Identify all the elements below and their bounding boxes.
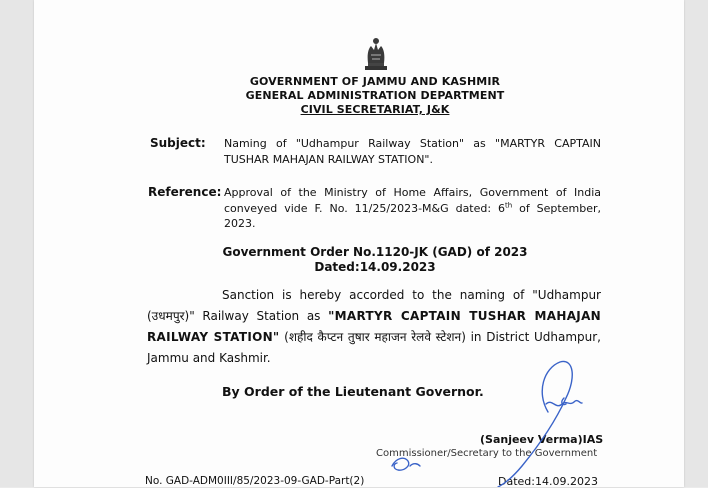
reference-label: Reference: <box>148 185 222 199</box>
reference-superscript: th <box>505 200 513 209</box>
subject-text: Naming of "Udhampur Railway Station" as "MARTYR CAPTAIN TUSHAR MAHAJAN RAILWAY STATION". <box>224 137 601 166</box>
closing-line: By Order of the Lieutenant Governor. <box>222 384 484 399</box>
background-left <box>0 0 34 487</box>
subject-label: Subject: <box>150 136 206 150</box>
sanction-text-part2: (शहीद कैप्टन तुषार महाजन रेलवे स्टेशन) in District Udhampur, Jammu and Kashmir. <box>147 330 602 365</box>
header-government: GOVERNMENT OF JAMMU AND KASHMIR <box>249 75 501 88</box>
sanction-text-part1: Sanction is hereby accorded to the naming of "Udhampur (उधमपुर)" Railway Station as <box>147 288 601 323</box>
header-secretariat: CIVIL SECRETARIAT, J&K <box>300 103 450 116</box>
background-right <box>684 0 708 487</box>
reference-text-part2: of September, 2023. <box>224 201 601 230</box>
sanction-paragraph <box>147 285 601 369</box>
header-department: GENERAL ADMINISTRATION DEPARTMENT <box>245 89 505 102</box>
document-number: No. GAD-ADM0III/85/2023-09-GAD-Part(2) <box>145 475 365 487</box>
signatory-title: Commissioner/Secretary to the Government <box>376 448 598 459</box>
station-new-name: "MARTYR CAPTAIN TUSHAR MAHAJAN RAILWAY STATION" <box>147 309 601 344</box>
state-emblem-icon <box>362 37 390 71</box>
government-order-date: Dated:14.09.2023 <box>314 260 436 274</box>
reference-text-part1: Approval of the Ministry of Home Affairs, Government of India conveyed vide F. No. 11/25/2023-M&G dated: 6 <box>224 186 601 215</box>
document-page <box>34 0 684 487</box>
document-date: Dated:14.09.2023 <box>498 475 598 488</box>
signatory-name: (Sanjeev Verma)IAS <box>480 433 604 446</box>
government-order-number: Government Order No.1120-JK (GAD) of 2023 <box>222 245 528 259</box>
reference-text <box>224 185 601 232</box>
